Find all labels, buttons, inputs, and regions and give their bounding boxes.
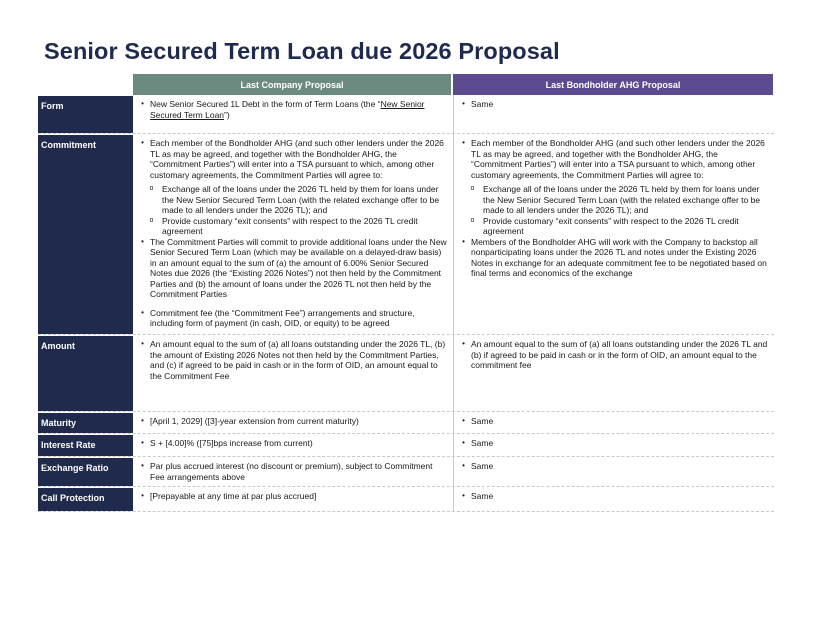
row-commitment bbox=[38, 134, 774, 335]
term-loan-definition: New Senior Secured Term Loan bbox=[150, 99, 425, 120]
row-exchange-ratio bbox=[38, 457, 774, 487]
list-item: • [April 1, 2029] ([3]-year extension from current maturity) bbox=[135, 416, 447, 427]
form-company-cell bbox=[133, 95, 451, 133]
page-title: Senior Secured Term Loan due 2026 Proposal bbox=[44, 38, 560, 64]
amount-company-cell bbox=[133, 335, 451, 411]
list-item: • Commitment fee (the “Commitment Fee”) arrangements and structure, including form of payment (in cash, OID, or equity) to be agreed bbox=[135, 308, 447, 329]
sub-list-item: o Provide customary “exit consents” with respect to the 2026 TL credit agreement bbox=[135, 216, 447, 237]
row-label-commitment: Commitment bbox=[38, 134, 133, 334]
sub-list-item: o Exchange all of the loans under the 2026 TL held by them for loans under the New Senior Secured Term Loan (with the related exchange offer to be made to all lenders under the 2026 TL); and bbox=[456, 184, 769, 216]
exchange-ratio-ahg-cell bbox=[453, 457, 773, 486]
list-item: • Members of the Bondholder AHG will work with the Company to backstop all nonparticipating loans under the 2026 TL and notes under the Existing 2026 Notes in exchange for an adequate commitment fee to be negotiated based on final terms and economics of the exchange bbox=[456, 237, 769, 279]
sub-bullet-icon: o bbox=[470, 185, 475, 192]
bullet-icon: • bbox=[141, 138, 144, 147]
bullet-icon: • bbox=[462, 138, 465, 147]
bullet-icon: • bbox=[462, 438, 465, 447]
header-spacer bbox=[38, 74, 133, 95]
commitment-ahg-cell bbox=[453, 134, 773, 334]
sub-list-item: o Provide customary “exit consents” with respect to the 2026 TL credit agreement bbox=[456, 216, 769, 237]
bullet-icon: • bbox=[141, 461, 144, 470]
row-amount bbox=[38, 335, 774, 412]
row-form bbox=[38, 95, 774, 134]
maturity-company-cell bbox=[133, 412, 451, 433]
list-item bbox=[135, 99, 447, 120]
header-row bbox=[38, 74, 774, 95]
bullet-icon: • bbox=[141, 339, 144, 348]
list-item: • Each member of the Bondholder AHG (and such other lenders under the 2026 TL as may be agreed, and together with the Bondholder AHG, the “Commitment Parties”) will enter into a TSA pursuant to which, among other customary agreements, the Commitment Parties will agree to: bbox=[135, 138, 447, 180]
list-item: • Same bbox=[456, 461, 769, 472]
row-label-amount: Amount bbox=[38, 335, 133, 411]
list-item: • The Commitment Parties will commit to provide additional loans under the New Senior Secured Term Loan (which may be available on a delayed-draw basis) in an amount equal to the sum of (a) the amount of 6.00% Senior Secured Notes due 2026 (the “Existing 2026 Notes”) not then held by the Commitment Parties and (b) the amount of loans under the 2026 TL not then held by the Commitment Parties bbox=[135, 237, 447, 300]
row-call-protection bbox=[38, 487, 774, 512]
list-item: • [Prepayable at any time at par plus accrued] bbox=[135, 491, 447, 502]
list-item: • S + [4.00]% ([75]bps increase from current) bbox=[135, 438, 447, 449]
bullet-icon: • bbox=[462, 99, 465, 108]
list-item bbox=[456, 99, 769, 110]
row-interest-rate bbox=[38, 434, 774, 457]
sub-bullet-icon: o bbox=[149, 185, 154, 192]
amount-ahg-cell bbox=[453, 335, 773, 411]
row-label-maturity: Maturity bbox=[38, 412, 133, 433]
commitment-company-cell bbox=[133, 134, 451, 334]
list-item: • Same bbox=[456, 416, 769, 427]
call-protection-company-cell bbox=[133, 487, 451, 511]
row-label-call-protection: Call Protection bbox=[38, 487, 133, 511]
interest-rate-ahg-cell bbox=[453, 434, 773, 456]
bullet-icon: • bbox=[141, 236, 144, 246]
interest-rate-company-cell bbox=[133, 434, 451, 456]
bullet-icon: • bbox=[141, 491, 144, 500]
list-item: • Each member of the Bondholder AHG (and such other lenders under the 2026 TL as may be agreed, and together with the Bondholder AHG, the “Commitment Parties”) will enter into a TSA pursuant to which, among other customary agreements, the Commitment Parties will agree to: bbox=[456, 138, 769, 180]
company-proposal-header: Last Company Proposal bbox=[133, 74, 451, 95]
bullet-icon: • bbox=[141, 99, 144, 108]
bullet-icon: • bbox=[462, 236, 465, 246]
list-item: • Par plus accrued interest (no discount or premium), subject to Commitment Fee arrangements above bbox=[135, 461, 447, 482]
sub-bullet-icon: o bbox=[149, 216, 154, 224]
bullet-icon: • bbox=[462, 416, 465, 425]
sub-list-item: o Exchange all of the loans under the 2026 TL held by them for loans under the New Senior Secured Term Loan (with the related exchange offer to be made to all lenders under the 2026 TL); and bbox=[135, 184, 447, 216]
list-item: • An amount equal to the sum of (a) all loans outstanding under the 2026 TL and (b) if agreed to be paid in cash or in the form of OID, an amount equal to the commitment fee bbox=[456, 339, 769, 371]
form-company-text: New Senior Secured 1L Debt in the form of Term Loans (the “New Senior Secured Term Loan”) bbox=[150, 99, 425, 120]
form-ahg-cell bbox=[453, 95, 773, 133]
list-item: • Same bbox=[456, 491, 769, 502]
bullet-icon: • bbox=[462, 491, 465, 500]
bullet-icon: • bbox=[141, 307, 144, 317]
maturity-ahg-cell bbox=[453, 412, 773, 433]
form-ahg-text: Same bbox=[471, 99, 494, 109]
term-sheet-table bbox=[38, 74, 774, 512]
bullet-icon: • bbox=[462, 339, 465, 348]
bullet-icon: • bbox=[141, 416, 144, 425]
call-protection-ahg-cell bbox=[453, 487, 773, 511]
bullet-icon: • bbox=[462, 461, 465, 470]
row-label-form: Form bbox=[38, 95, 133, 133]
sub-bullet-icon: o bbox=[470, 216, 475, 224]
bullet-icon: • bbox=[141, 438, 144, 447]
list-item: • An amount equal to the sum of (a) all loans outstanding under the 2026 TL, (b) the amount of Existing 2026 Notes not then held by the Commitment Parties, and (c) if agreed to be paid in cash or in the form of OID, an amount equal to the Commitment Fee bbox=[135, 339, 447, 381]
row-maturity bbox=[38, 412, 774, 434]
row-label-interest-rate: Interest Rate bbox=[38, 434, 133, 456]
row-label-exchange-ratio: Exchange Ratio bbox=[38, 457, 133, 486]
ahg-proposal-header: Last Bondholder AHG Proposal bbox=[453, 74, 773, 95]
list-item: • Same bbox=[456, 438, 769, 449]
exchange-ratio-company-cell bbox=[133, 457, 451, 486]
